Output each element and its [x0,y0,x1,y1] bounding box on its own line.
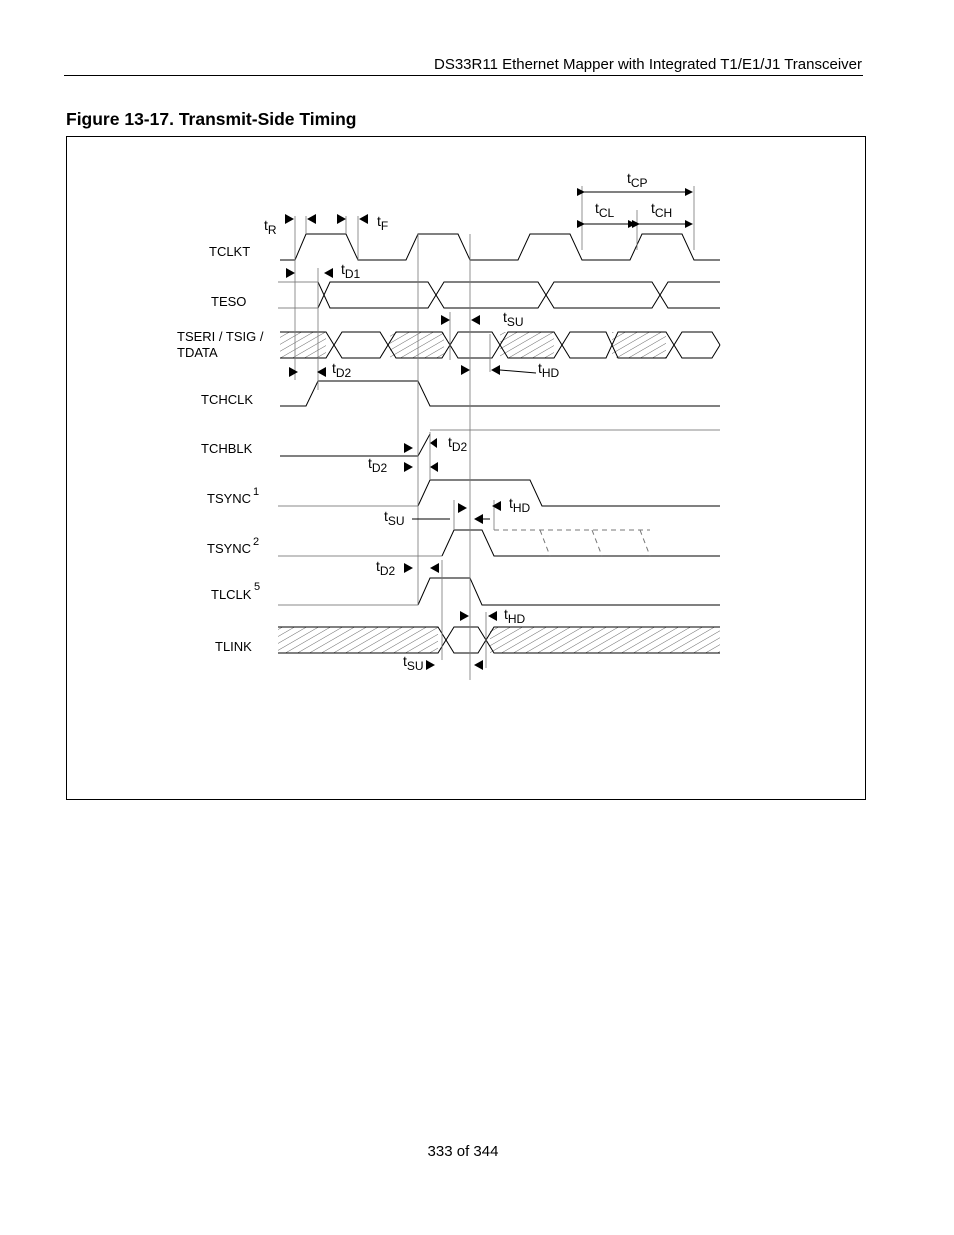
wave-tsync1 [278,480,720,506]
label-tsu-tlink: tSU [403,653,424,673]
label-tr: tR [264,217,277,237]
label-thd-tseri: tHD [538,360,560,380]
label-tlink: TLINK [215,639,252,654]
label-tseri-1: TSERI / TSIG / [177,329,264,344]
label-tch: tCH [651,200,673,220]
label-tseri-2: TDATA [177,345,218,360]
label-tchclk: TCHCLK [201,392,254,407]
label-tsync1-note: 1 [253,486,260,498]
label-td2-tchblk: tD2 [448,434,468,454]
label-tlclk-note: 5 [254,581,261,593]
label-thd-tlink: tHD [504,606,526,626]
label-tlclk: TLCLK [211,587,252,602]
label-tclkt: TCLKT [209,244,251,259]
wave-tlclk [278,578,720,605]
figure-title: Figure 13-17. Transmit-Side Timing [66,109,357,129]
label-tcp: tCP [627,170,648,190]
label-td1: tD1 [341,261,361,281]
label-tf: tF [377,213,389,233]
label-tsu-tseri: tSU [503,309,524,329]
wave-teso [278,282,720,308]
label-tsync2: TSYNC [207,541,252,556]
label-tsu-tsync: tSU [384,508,405,528]
wave-tclkt [280,234,720,260]
document-header: DS33R11 Ethernet Mapper with Integrated T1/E1/J1 Transceiver [433,56,862,73]
leader-lines [412,370,536,519]
label-tchblk: TCHBLK [201,441,253,456]
label-tsync1: TSYNC [207,491,252,506]
page-number: 333 of 344 [427,1143,499,1160]
label-tcl: tCL [595,200,615,220]
label-td2-tchclk: tD2 [332,360,352,380]
wave-tchclk [280,381,720,430]
timing-labels [264,170,672,673]
label-td2-tlclk: tD2 [376,558,396,578]
wave-tsync2 [278,530,720,556]
label-td2-tsync1: tD2 [368,455,388,475]
wave-tseri [280,332,720,358]
wave-tlink [278,627,720,653]
label-teso: TESO [211,294,247,309]
label-thd-tsync: tHD [509,495,531,515]
label-tsync2-note: 2 [253,536,260,548]
